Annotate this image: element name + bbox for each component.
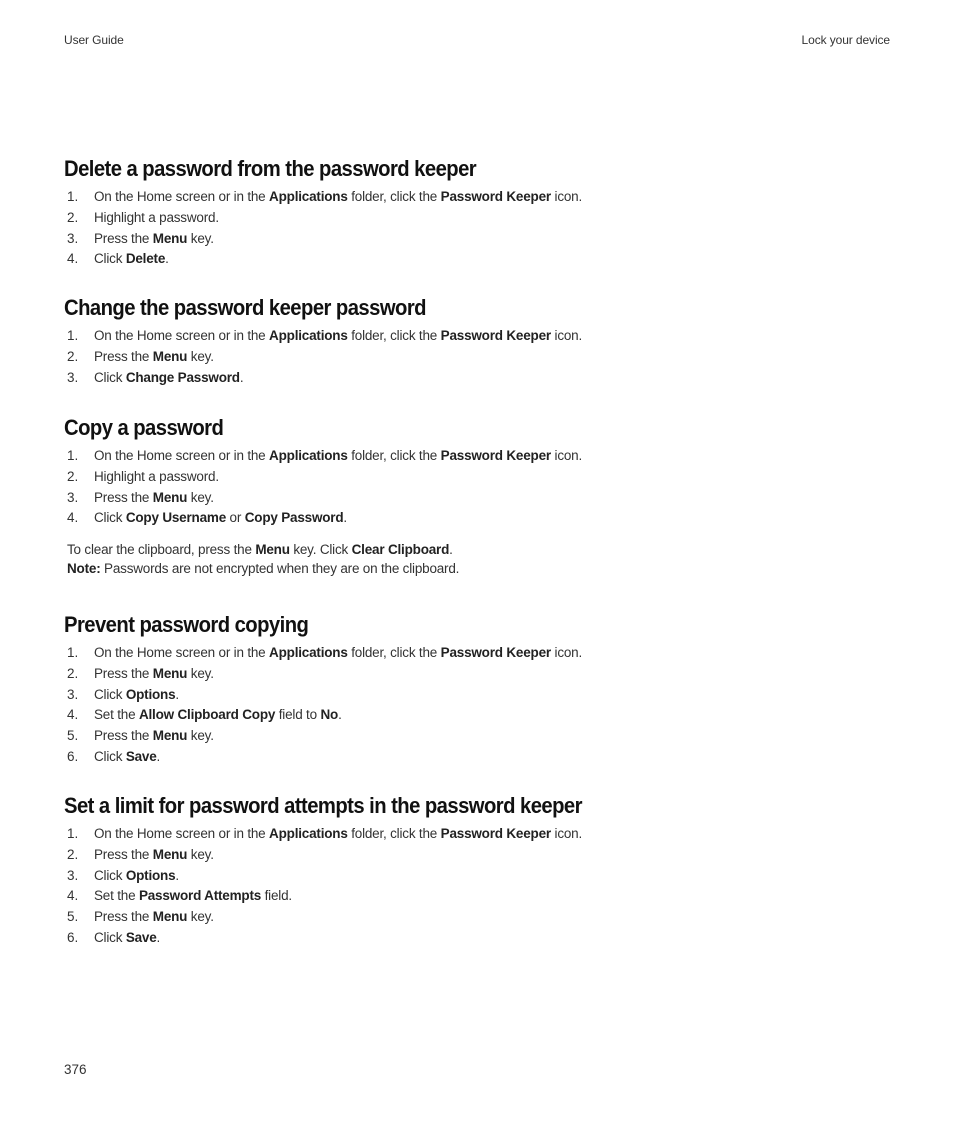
step-text: [94, 347, 214, 368]
text-run: icon.: [550, 448, 583, 463]
text-run: Click: [94, 686, 126, 702]
text-run: Passwords are not encrypted when they are on the clipboard.: [100, 561, 460, 576]
text-run: folder, click the: [347, 189, 441, 204]
step-item: [64, 643, 894, 664]
bold-term: Applications: [269, 448, 348, 463]
step-number: 4.: [67, 707, 79, 723]
step-text: [94, 508, 347, 529]
step-item: [64, 326, 894, 347]
section-heading: Prevent password copying: [64, 612, 309, 637]
text-run: Click: [94, 510, 126, 526]
text-run: field.: [261, 888, 292, 904]
text-run: On the Home screen or in the: [94, 645, 270, 660]
step-number: 3.: [67, 369, 79, 385]
text-run: To clear the clipboard, press the: [67, 542, 256, 557]
text-run: icon.: [550, 826, 583, 841]
step-item: [64, 368, 894, 389]
bold-term: Password Attempts: [138, 888, 262, 904]
text-run: field to: [275, 707, 321, 723]
bold-term: Password Keeper: [440, 826, 551, 841]
bold-term: Note:: [67, 561, 101, 576]
text-run: key.: [187, 846, 214, 862]
step-text: [94, 886, 292, 907]
step-text: [94, 928, 160, 949]
step-item: [64, 747, 894, 768]
bold-term: Applications: [269, 189, 348, 204]
text-run: On the Home screen or in the: [94, 189, 270, 204]
text-run: On the Home screen or in the: [94, 328, 270, 343]
step-text: [94, 208, 219, 229]
step-item: [64, 508, 894, 529]
step-text: [94, 685, 179, 706]
step-item: [64, 467, 894, 488]
step-text: [94, 824, 582, 845]
step-item: [64, 249, 894, 270]
step-text: [94, 368, 243, 389]
step-number: 5.: [67, 909, 79, 925]
text-run: .: [175, 686, 179, 702]
section-copy-password: [64, 414, 894, 529]
text-run: folder, click the: [347, 826, 441, 841]
text-run: Press the: [94, 846, 153, 862]
section-delete-password: [64, 155, 894, 270]
step-number: 6.: [67, 929, 79, 945]
text-run: .: [239, 369, 244, 385]
step-number: 4.: [67, 251, 79, 267]
section-heading: Delete a password from the password keeper: [64, 156, 477, 181]
step-number: 2.: [67, 468, 79, 484]
step-item: [64, 208, 894, 229]
bold-term: Menu: [152, 665, 188, 681]
text-run: or: [226, 510, 245, 526]
step-item: [64, 685, 894, 706]
step-text: [94, 229, 214, 250]
text-run: Highlight a password.: [94, 209, 219, 225]
running-header-left: User Guide: [64, 33, 124, 47]
text-run: key.: [187, 728, 214, 744]
text-run: Click: [94, 748, 126, 764]
text-run: Click: [94, 929, 126, 945]
page-number: 376: [64, 1062, 87, 1077]
text-run: key.: [187, 909, 214, 925]
text-run: key.: [187, 489, 214, 505]
step-item: [64, 446, 894, 467]
bold-term: Menu: [152, 230, 188, 246]
text-run: folder, click the: [347, 448, 441, 463]
bold-term: Password Keeper: [440, 328, 551, 343]
step-text: [94, 705, 342, 726]
bold-term: Copy Password: [244, 510, 344, 526]
step-item: [64, 866, 894, 887]
step-item: [64, 824, 894, 845]
step-text: [94, 664, 214, 685]
step-number: 3.: [67, 230, 79, 246]
bold-term: Change Password: [125, 369, 240, 385]
step-item: [64, 886, 894, 907]
text-run: Click: [94, 369, 126, 385]
text-run: icon.: [550, 189, 583, 204]
clear-clipboard-paragraph: [67, 540, 453, 559]
text-run: Press the: [94, 348, 153, 364]
bold-term: Options: [125, 686, 176, 702]
text-run: Press the: [94, 728, 153, 744]
section-change-password: [64, 294, 894, 388]
step-text: [94, 488, 214, 509]
running-header-right: Lock your device: [801, 33, 890, 47]
text-run: folder, click the: [347, 328, 441, 343]
text-run: Press the: [94, 230, 153, 246]
bold-term: No: [320, 707, 339, 723]
bold-term: Save: [125, 929, 157, 945]
step-list: [64, 187, 894, 270]
step-number: 1.: [67, 189, 79, 204]
step-text: [94, 747, 160, 768]
step-text: [94, 467, 219, 488]
step-number: 2.: [67, 209, 79, 225]
text-run: icon.: [550, 328, 583, 343]
bold-term: Menu: [152, 348, 188, 364]
step-number: 2.: [67, 846, 79, 862]
bold-term: Password Keeper: [440, 645, 551, 660]
step-item: [64, 907, 894, 928]
step-list: [64, 643, 894, 768]
step-list: [64, 326, 894, 388]
step-text: [94, 643, 582, 664]
step-item: [64, 705, 894, 726]
step-text: [94, 187, 582, 208]
text-run: Set the: [94, 707, 139, 723]
bold-term: Menu: [152, 728, 188, 744]
step-number: 3.: [67, 867, 79, 883]
step-number: 1.: [67, 328, 79, 343]
bold-term: Password Keeper: [440, 448, 551, 463]
text-run: .: [175, 867, 179, 883]
step-number: 3.: [67, 489, 79, 505]
text-run: .: [156, 748, 161, 764]
bold-term: Applications: [269, 645, 348, 660]
section-heading: Copy a password: [64, 415, 224, 440]
bold-term: Options: [125, 867, 176, 883]
text-run: On the Home screen or in the: [94, 826, 270, 841]
step-number: 1.: [67, 826, 79, 841]
text-run: .: [165, 251, 169, 267]
text-run: key.: [187, 230, 214, 246]
bold-term: Menu: [255, 542, 290, 557]
step-item: [64, 726, 894, 747]
section-heading: Set a limit for password attempts in the password keeper: [64, 793, 582, 818]
text-run: Set the: [94, 888, 139, 904]
step-item: [64, 187, 894, 208]
text-run: folder, click the: [347, 645, 441, 660]
bold-term: Delete: [125, 251, 166, 267]
text-run: key. Click: [289, 542, 352, 557]
step-item: [64, 488, 894, 509]
step-list: [64, 446, 894, 529]
step-number: 2.: [67, 665, 79, 681]
bold-term: Allow Clipboard Copy: [138, 707, 276, 723]
section-prevent-copying: [64, 611, 894, 768]
step-number: 3.: [67, 686, 79, 702]
bold-term: Menu: [152, 909, 188, 925]
step-number: 4.: [67, 888, 79, 904]
bold-term: Applications: [269, 328, 348, 343]
text-run: Press the: [94, 489, 153, 505]
bold-term: Menu: [152, 489, 188, 505]
step-text: [94, 249, 169, 270]
text-run: icon.: [550, 645, 583, 660]
step-item: [64, 928, 894, 949]
text-run: Highlight a password.: [94, 468, 219, 484]
bold-term: Copy Username: [125, 510, 226, 526]
section-heading: Change the password keeper password: [64, 295, 426, 320]
step-number: 1.: [67, 448, 79, 463]
step-text: [94, 866, 179, 887]
step-number: 4.: [67, 510, 79, 526]
step-number: 5.: [67, 728, 79, 744]
note-paragraph: [67, 559, 459, 578]
step-text: [94, 446, 582, 467]
text-run: Click: [94, 251, 126, 267]
step-number: 1.: [67, 645, 79, 660]
bold-term: Password Keeper: [440, 189, 551, 204]
text-run: On the Home screen or in the: [94, 448, 270, 463]
step-text: [94, 907, 214, 928]
text-run: .: [343, 510, 347, 526]
step-text: [94, 726, 214, 747]
step-item: [64, 347, 894, 368]
bold-term: Save: [125, 748, 157, 764]
step-item: [64, 664, 894, 685]
section-password-attempts: [64, 792, 894, 949]
text-run: Press the: [94, 665, 153, 681]
text-run: key.: [187, 665, 214, 681]
step-list: [64, 824, 894, 949]
text-run: Press the: [94, 909, 153, 925]
text-run: .: [156, 929, 161, 945]
step-text: [94, 326, 582, 347]
step-number: 2.: [67, 348, 79, 364]
text-run: Click: [94, 867, 126, 883]
text-run: key.: [187, 348, 214, 364]
bold-term: Applications: [269, 826, 348, 841]
step-item: [64, 845, 894, 866]
bold-term: Clear Clipboard: [351, 542, 450, 557]
step-text: [94, 845, 214, 866]
step-item: [64, 229, 894, 250]
bold-term: Menu: [152, 846, 188, 862]
step-number: 6.: [67, 748, 79, 764]
text-run: .: [449, 542, 453, 557]
text-run: .: [338, 707, 342, 723]
